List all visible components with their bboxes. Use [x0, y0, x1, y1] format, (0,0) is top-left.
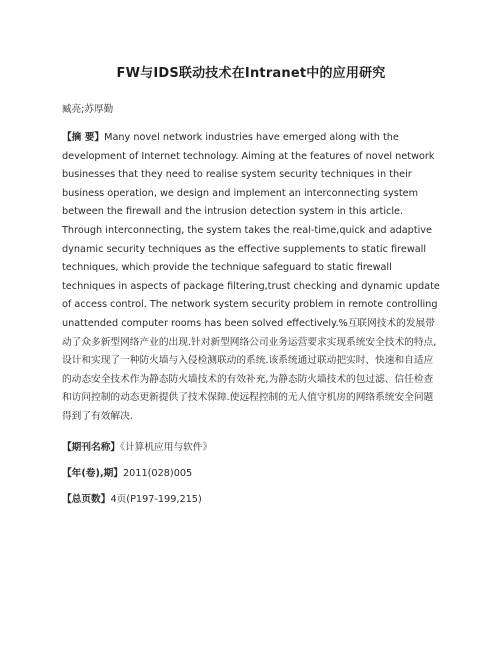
- journal-field: [62, 442, 440, 454]
- pages-value: 4页(P197-199,215): [110, 493, 202, 505]
- issue-value: 2011(028)005: [122, 467, 193, 479]
- abstract-text: Many novel network industries have emerged along with the development of Internet technology. Aiming at the features of novel network businesses that they need to realise system security techniques in their business operation, we design and implement an interconnecting system between the firewall and the intrusion detection system in this article. Through interconnecting, the system takes the real-time,quick and adaptive dynamic security techniques as the effective supplements to static firewall techniques, which provide the technique safeguard to static firewall techniques in aspects of package filtering,trust checking and dynamic update of access control. The network system security problem in remote controlling unattended computer rooms has been solved effectively.%互联网技术的发展带动了众多新型网络产业的出现.针对新型网络公司业务运营要求实现系统安全技术的特点,设计和实现了一种防火墙与入侵检测联动的系统.该系统通过联动把实时、快速和自适应的动态安全技术作为静态防火墙技术的有效补充,为静态防火墙技术的包过滤、信任检查和访问控制的动态更新提供了技术保障.使远程控制的无人值守机房的网络系统安全问题得到了有效解决.: [62, 132, 440, 422]
- issue-label: 【年(卷),期】: [62, 467, 123, 479]
- pages-field: [62, 494, 440, 506]
- abstract-label: 【摘 要】: [62, 132, 105, 143]
- paper-authors: 臧亮;苏厚勤: [62, 104, 114, 115]
- journal-label: 【期刊名称】: [62, 441, 121, 453]
- pages-label: 【总页数】: [62, 493, 111, 505]
- abstract-block: [62, 129, 440, 427]
- journal-value: 《计算机应用与软件》: [120, 441, 213, 453]
- issue-field: [62, 468, 440, 480]
- paper-title: FW与IDS联动技术在Intranet中的应用研究: [116, 66, 386, 81]
